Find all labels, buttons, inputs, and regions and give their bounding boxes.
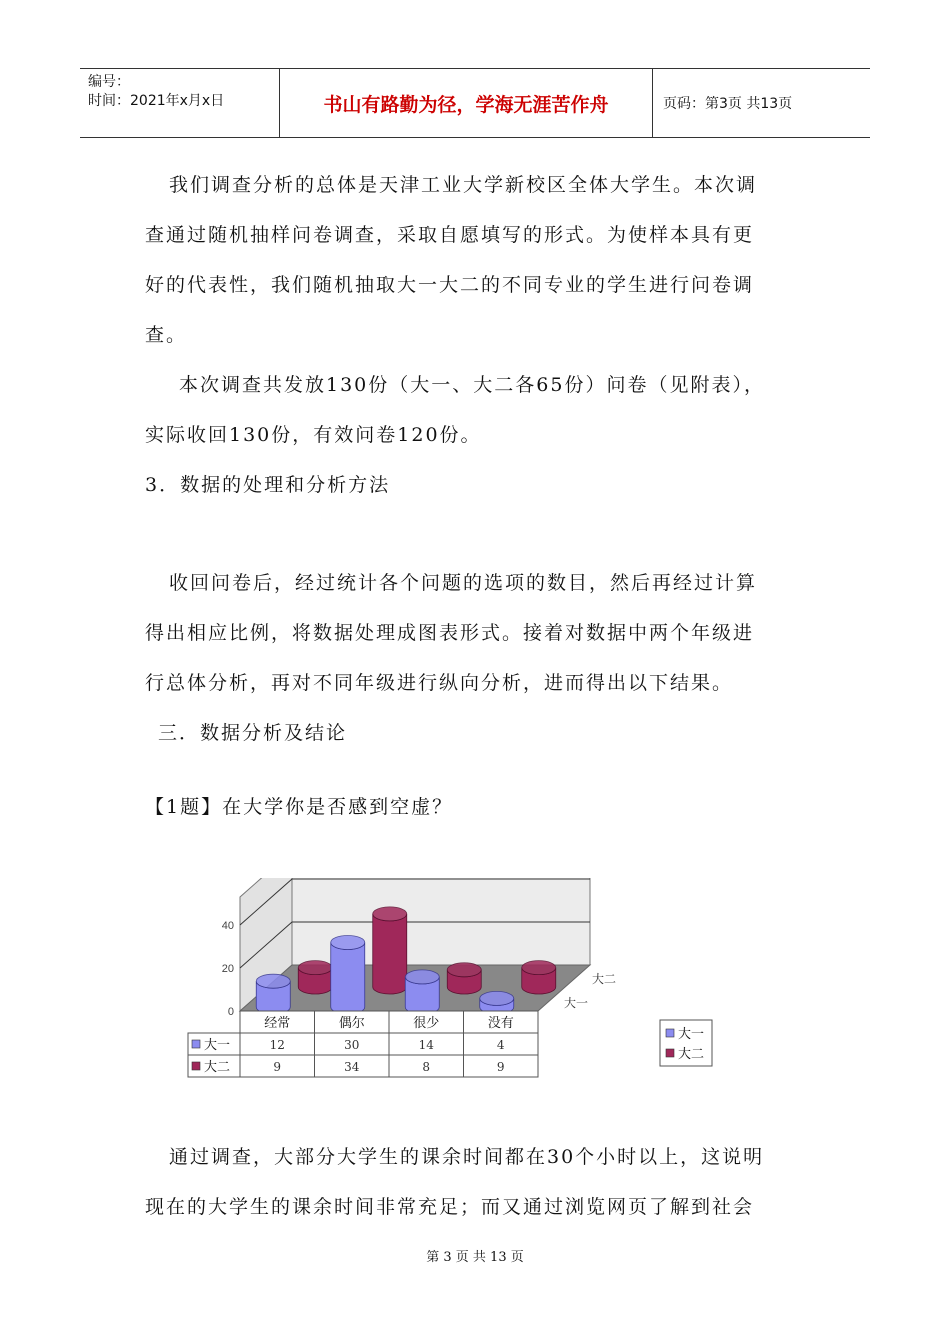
method-paragraph: [145, 558, 815, 708]
text-line: 我们调查分析的总体是天津工业大学新校区全体大学生。本次调: [169, 174, 758, 196]
conclusion-paragraph: [145, 1132, 815, 1232]
data-label: 14: [418, 1038, 434, 1052]
data-label: 34: [344, 1060, 360, 1074]
depth-label: 大二: [592, 972, 617, 986]
data-label: 8: [422, 1060, 431, 1074]
y-tick-label: 40: [221, 920, 234, 932]
bar-series2-top: [522, 961, 556, 975]
header-motto: 书山有路勤为径，学海无涯苦作舟: [280, 69, 653, 137]
category-label: 偶尔: [338, 1016, 365, 1031]
text-line: 好的代表性，我们随机抽取大一大二的不同专业的学生进行问卷调: [145, 274, 755, 296]
text-line: 本次调查共发放130份（大一、大二各65份）问卷（见附表），: [179, 374, 765, 396]
question-title: 【1题】在大学你是否感到空虚？: [145, 796, 454, 818]
page-indicator: 页码：第3页 共13页: [663, 96, 793, 112]
number-label: 编号：: [88, 74, 130, 90]
bar-series2-top: [298, 961, 332, 975]
data-label: 12: [269, 1038, 285, 1052]
legend-swatch: [192, 1062, 200, 1070]
bar-series1-top: [256, 974, 290, 988]
y-tick-label: 0: [227, 1006, 234, 1018]
legend-swatch: [192, 1040, 200, 1048]
category-label: 没有: [487, 1016, 514, 1031]
legend-swatch: [666, 1029, 674, 1037]
legend-entry: 大二: [678, 1047, 705, 1062]
intro-paragraph: [145, 160, 815, 360]
distribution-paragraph: [145, 360, 815, 460]
text-line: 收回问卷后，经过统计各个问题的选项的数目，然后再经过计算: [169, 572, 758, 594]
page-footer: 第 3 页 共 13 页: [426, 1250, 524, 1265]
bar-series1: [331, 943, 365, 1015]
bar-series2: [373, 914, 407, 994]
text-line: 实际收回130份，有效问卷120份。: [145, 424, 482, 446]
data-label: 30: [344, 1038, 360, 1052]
page-header: [80, 68, 870, 138]
bar-series1-top: [331, 936, 365, 950]
section-heading: 三．数据分析及结论: [158, 722, 348, 744]
time-label: 时间：2021年x月x日: [88, 93, 225, 109]
text-line: 查。: [145, 324, 188, 346]
text-line: 查通过随机抽样问卷调查，采取自愿填写的形式。为使样本具有更: [145, 224, 755, 246]
bar-series1-top: [405, 970, 439, 984]
category-label: 经常: [264, 1016, 291, 1031]
survey-chart: [180, 878, 760, 1088]
bar-series2-top: [373, 907, 407, 921]
series-label: 大一: [204, 1038, 231, 1053]
data-label: 9: [273, 1060, 282, 1074]
y-tick-label: 20: [221, 963, 234, 975]
text-line: 得出相应比例，将数据处理成图表形式。接着对数据中两个年级进: [145, 622, 755, 644]
text-line: 现在的大学生的课余时间非常充足；而又通过浏览网页了解到社会: [145, 1196, 755, 1218]
bar-series1-top: [480, 991, 514, 1005]
text-line: 通过调查，大部分大学生的课余时间都在30个小时以上，这说明: [169, 1146, 765, 1168]
data-label: 4: [496, 1038, 505, 1052]
header-meta: [80, 69, 280, 137]
depth-label: 大一: [564, 996, 589, 1010]
series-label: 大二: [204, 1060, 231, 1075]
text-line: 行总体分析，再对不同年级进行纵向分析，进而得出以下结果。: [145, 672, 734, 694]
legend-entry: 大一: [678, 1027, 705, 1042]
category-label: 很少: [413, 1016, 440, 1031]
legend-swatch: [666, 1049, 674, 1057]
method-heading: 3．数据的处理和分析方法: [145, 474, 391, 496]
data-label: 9: [496, 1060, 505, 1074]
bar-series2-top: [447, 963, 481, 977]
